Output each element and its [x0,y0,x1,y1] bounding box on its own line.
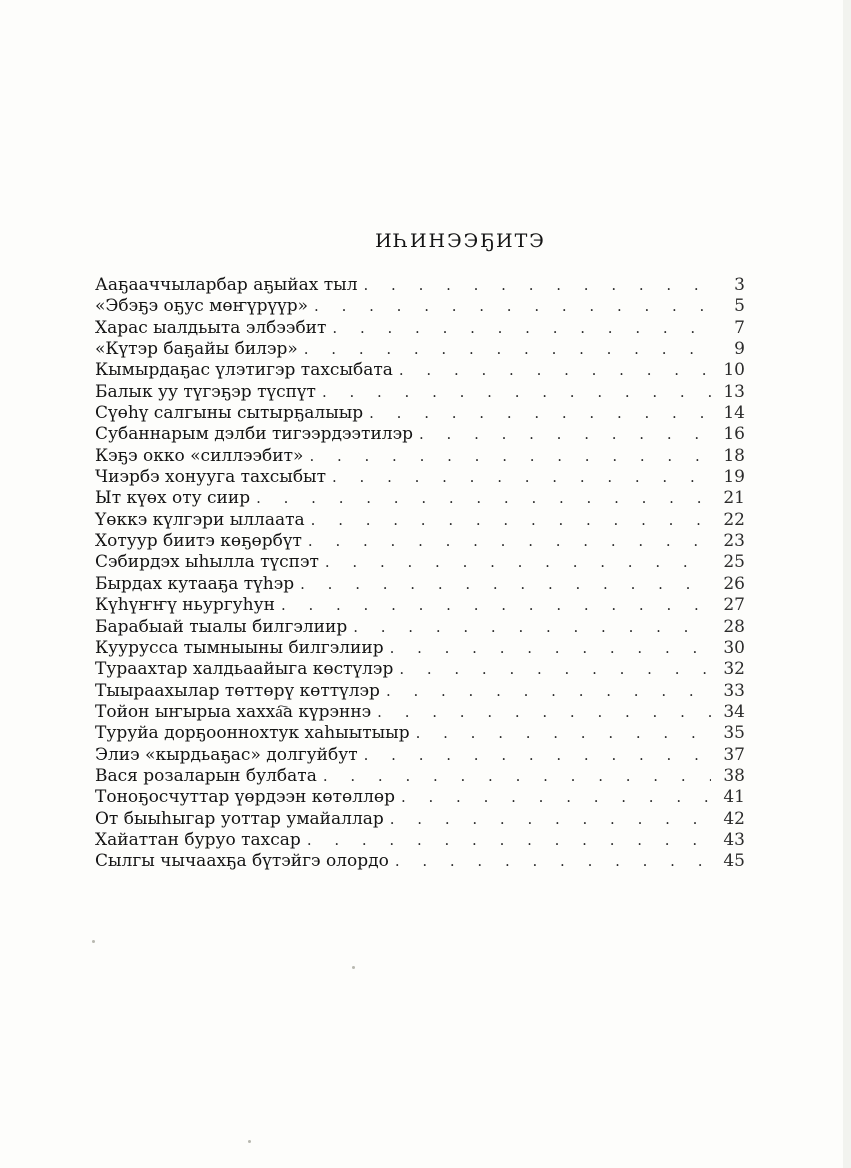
dot-leader [353,618,711,636]
dot-leader [364,276,712,294]
toc-entry-title: Тойон ыҥырыа хахха҇а күрэннэ [95,701,372,722]
dot-leader [322,383,711,401]
toc-entry [95,723,745,744]
dot-leader [304,340,711,358]
toc-entry-page: 37 [723,744,745,765]
toc-entry-title: Хайаттан буруо тахсар [95,829,301,850]
toc-entry [95,809,745,830]
dot-leader [300,575,711,593]
toc-entry [95,617,745,638]
toc-entry [95,296,745,317]
toc-entry-page: 14 [723,403,745,424]
toc-entry-page: 26 [723,573,745,594]
dot-leader [332,319,711,337]
toc-entry-page: 27 [723,595,745,616]
toc-entry-title: Элиэ «кырдьаҕас» долгуйбут [95,744,358,765]
toc-entry-title: Вася розаларын булбата [95,765,317,786]
dot-leader [281,596,711,614]
toc-entry-title: Кымырдаҕас үлэтигэр тахсыбата [95,360,393,381]
page-edge [843,0,851,1168]
toc-entry-page: 19 [723,467,745,488]
toc-entry-page: 42 [723,808,745,829]
dot-leader [369,404,711,422]
toc-entry-title: Бырдах кутааҕа түһэр [95,573,295,594]
toc-entry-page: 23 [723,531,745,552]
dot-leader [256,489,711,507]
toc-entry [95,467,745,488]
toc-entry-title: Чиэрбэ хонууга тахсыбыт [95,467,326,488]
toc-entry [95,574,745,595]
toc-entry [95,552,745,573]
toc-entry-page: 38 [723,765,745,786]
toc-entry-page: 21 [723,488,745,509]
toc-entry-title: Тыыраахылар төттөрү көттүлэр [95,680,380,701]
toc-entry-page: 5 [734,296,745,317]
toc-entry-title: «Эбэҕэ оҕус мөҥүрүүр» [95,296,309,317]
dot-leader [399,361,711,379]
dot-leader [416,724,711,742]
toc-entry [95,339,745,360]
toc-entry-title: Туруйа дорҕооннохтук хаһыытыыр [95,723,410,744]
toc-entry-page: 22 [723,509,745,530]
toc-entry-page: 34 [723,701,745,722]
paper-speck [352,966,355,969]
toc-entry-page: 9 [734,339,745,360]
toc-entry-page: 18 [723,445,745,466]
toc-entry-page: 25 [723,552,745,573]
toc-entry-page: 10 [723,360,745,381]
toc-entry-title: Сылгы чычаахҕа бүтэйгэ олордо [95,851,389,872]
dot-leader [332,468,711,486]
dot-leader [401,788,711,806]
toc-entry-title: Барабыай тыалы билгэлиир [95,616,348,637]
toc-entry [95,702,745,723]
toc-entry-page: 30 [723,637,745,658]
dot-leader [311,511,711,529]
dot-leader [399,660,711,678]
dot-leader [395,852,711,870]
dot-leader [390,810,711,828]
dot-leader [390,639,711,657]
toc-entry-title: Кэҕэ окко «силлээбит» [95,445,304,466]
toc-entry-page: 13 [723,381,745,402]
toc-entry [95,659,745,680]
toc-entry-title: Ыт күөх оту сиир [95,488,251,509]
table-of-contents [95,275,745,873]
toc-entry-title: «Күтэр баҕайы билэр» [95,339,298,360]
toc-entry [95,531,745,552]
toc-entry [95,787,745,808]
toc-entry [95,360,745,381]
toc-entry-title: От быыһыгар уоттар умайаллар [95,808,384,829]
toc-entry-title: Тураахтар халдьаайыга көстүлэр [95,659,394,680]
toc-entry-page: 7 [734,317,745,338]
toc-entry-title: Харас ыалдьыта элбээбит [95,317,327,338]
toc-entry-page: 43 [723,829,745,850]
toc-entry [95,424,745,445]
toc-entry-title: Ааҕааччыларбар аҕыйах тыл [95,275,358,295]
toc-entry [95,382,745,403]
dot-leader [309,447,711,465]
toc-entry [95,403,745,424]
toc-entry-page: 45 [723,851,745,872]
toc-entry [95,745,745,766]
dot-leader [419,425,711,443]
toc-entry-title: Күһүҥҥү ньургуһун [95,595,275,616]
toc-entry-title: Үөккэ күлгэри ыллаата [95,509,305,530]
toc-entry-page: 3 [734,275,745,295]
toc-entry-page: 28 [723,616,745,637]
toc-entry [95,638,745,659]
toc-entry [95,488,745,509]
dot-leader [323,767,711,785]
contents-title: ИҺИНЭЭҔИТЭ [375,230,546,252]
toc-entry [95,851,745,872]
toc-entry-title: Субаннарым дэлби тигээрдээтилэр [95,424,413,445]
dot-leader [386,682,711,700]
paper-speck [92,940,95,943]
paper-speck [248,1140,251,1143]
toc-entry [95,510,745,531]
toc-entry-title: Тоноҕосчуттар үөрдээн көтөллөр [95,787,395,808]
toc-entry [95,830,745,851]
dot-leader [325,553,711,571]
toc-entry [95,275,745,296]
toc-entry-title: Сэбирдэх ыһылла түспэт [95,552,319,573]
toc-entry-title: Балык уу түгэҕэр түспүт [95,381,316,402]
toc-entry [95,595,745,616]
toc-entry-title: Куурусса тымныыны билгэлиир [95,637,384,658]
dot-leader [307,831,711,849]
toc-entry-page: 32 [723,659,745,680]
toc-entry [95,318,745,339]
toc-entry-page: 41 [723,787,745,808]
dot-leader [308,532,711,550]
toc-entry [95,766,745,787]
dot-leader [377,703,711,721]
toc-entry [95,681,745,702]
toc-entry-page: 33 [723,680,745,701]
toc-entry-title: Сүөһү салгыны сытырҕалыыр [95,403,364,424]
dot-leader [314,297,711,315]
dot-leader [364,746,711,764]
toc-entry [95,446,745,467]
toc-entry-page: 16 [723,424,745,445]
toc-entry-title: Хотуур биитэ көҕөрбүт [95,531,302,552]
toc-entry-page: 35 [723,723,745,744]
